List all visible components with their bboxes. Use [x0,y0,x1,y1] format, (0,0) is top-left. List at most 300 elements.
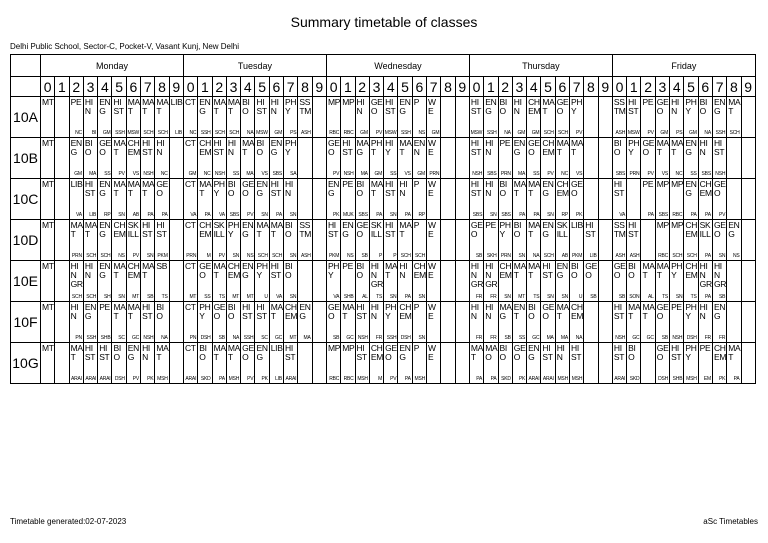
lesson-cell[interactable] [284,261,298,302]
lesson-cell[interactable] [398,343,412,384]
lesson-cell[interactable] [727,97,741,138]
lesson-cell[interactable] [612,343,626,384]
lesson-cell[interactable] [98,179,112,220]
lesson-cell[interactable] [312,261,326,302]
lesson-cell[interactable] [627,97,641,138]
lesson-cell[interactable] [555,302,569,343]
lesson-cell[interactable] [183,343,197,384]
lesson-cell[interactable] [569,179,583,220]
lesson-cell[interactable] [427,261,441,302]
lesson-cell[interactable] [641,220,655,261]
lesson-cell[interactable] [741,97,755,138]
lesson-cell[interactable] [355,302,369,343]
lesson-cell[interactable] [541,343,555,384]
lesson-cell[interactable] [69,343,83,384]
lesson-cell[interactable] [98,261,112,302]
lesson-cell[interactable] [569,220,583,261]
lesson-cell[interactable] [627,138,641,179]
lesson-cell[interactable] [469,343,483,384]
lesson-cell[interactable] [41,179,55,220]
lesson-cell[interactable] [69,138,83,179]
lesson-cell[interactable] [298,179,312,220]
lesson-cell[interactable] [512,97,526,138]
lesson-cell[interactable] [469,261,483,302]
lesson-cell[interactable] [427,179,441,220]
lesson-cell[interactable] [469,302,483,343]
lesson-cell[interactable] [698,261,712,302]
lesson-cell[interactable] [212,261,226,302]
lesson-cell[interactable] [369,138,383,179]
lesson-cell[interactable] [527,343,541,384]
lesson-cell[interactable] [169,343,183,384]
lesson-cell[interactable] [412,179,426,220]
lesson-cell[interactable] [627,343,641,384]
lesson-cell[interactable] [226,220,240,261]
lesson-cell[interactable] [455,179,469,220]
lesson-cell[interactable] [369,179,383,220]
lesson-cell[interactable] [284,220,298,261]
lesson-cell[interactable] [684,220,698,261]
lesson-cell[interactable] [598,343,612,384]
lesson-cell[interactable] [641,97,655,138]
lesson-cell[interactable] [355,343,369,384]
lesson-cell[interactable] [441,179,455,220]
lesson-cell[interactable] [355,138,369,179]
lesson-cell[interactable] [169,97,183,138]
lesson-cell[interactable] [484,179,498,220]
lesson-cell[interactable] [670,97,684,138]
lesson-cell[interactable] [398,220,412,261]
lesson-cell[interactable] [598,302,612,343]
lesson-cell[interactable] [484,138,498,179]
lesson-cell[interactable] [655,343,669,384]
lesson-cell[interactable] [226,343,240,384]
lesson-cell[interactable] [555,138,569,179]
lesson-cell[interactable] [569,138,583,179]
lesson-cell[interactable] [741,220,755,261]
lesson-cell[interactable] [455,138,469,179]
lesson-cell[interactable] [41,220,55,261]
lesson-cell[interactable] [655,220,669,261]
lesson-cell[interactable] [169,220,183,261]
lesson-cell[interactable] [584,220,598,261]
lesson-cell[interactable] [641,261,655,302]
lesson-cell[interactable] [212,302,226,343]
lesson-cell[interactable] [226,138,240,179]
lesson-cell[interactable] [355,261,369,302]
lesson-cell[interactable] [112,138,126,179]
lesson-cell[interactable] [712,343,726,384]
lesson-cell[interactable] [569,261,583,302]
lesson-cell[interactable] [183,138,197,179]
lesson-cell[interactable] [670,343,684,384]
lesson-cell[interactable] [69,97,83,138]
lesson-cell[interactable] [269,179,283,220]
lesson-cell[interactable] [555,343,569,384]
lesson-cell[interactable] [670,138,684,179]
lesson-cell[interactable] [612,261,626,302]
lesson-cell[interactable] [698,179,712,220]
lesson-cell[interactable] [727,220,741,261]
lesson-cell[interactable] [684,97,698,138]
lesson-cell[interactable] [83,343,97,384]
lesson-cell[interactable] [55,261,69,302]
lesson-cell[interactable] [155,97,169,138]
lesson-cell[interactable] [670,261,684,302]
lesson-cell[interactable] [183,302,197,343]
lesson-cell[interactable] [255,343,269,384]
lesson-cell[interactable] [183,97,197,138]
lesson-cell[interactable] [712,302,726,343]
lesson-cell[interactable] [698,220,712,261]
lesson-cell[interactable] [684,343,698,384]
lesson-cell[interactable] [141,343,155,384]
lesson-cell[interactable] [598,97,612,138]
lesson-cell[interactable] [555,179,569,220]
lesson-cell[interactable] [741,179,755,220]
lesson-cell[interactable] [41,261,55,302]
lesson-cell[interactable] [555,97,569,138]
lesson-cell[interactable] [341,138,355,179]
lesson-cell[interactable] [641,302,655,343]
lesson-cell[interactable] [198,179,212,220]
lesson-cell[interactable] [241,179,255,220]
lesson-cell[interactable] [341,343,355,384]
lesson-cell[interactable] [284,138,298,179]
lesson-cell[interactable] [255,179,269,220]
lesson-cell[interactable] [712,97,726,138]
lesson-cell[interactable] [112,97,126,138]
lesson-cell[interactable] [469,220,483,261]
lesson-cell[interactable] [427,138,441,179]
lesson-cell[interactable] [655,138,669,179]
lesson-cell[interactable] [269,302,283,343]
lesson-cell[interactable] [655,302,669,343]
lesson-cell[interactable] [384,97,398,138]
lesson-cell[interactable] [498,220,512,261]
lesson-cell[interactable] [98,220,112,261]
lesson-cell[interactable] [369,97,383,138]
lesson-cell[interactable] [369,343,383,384]
lesson-cell[interactable] [155,138,169,179]
lesson-cell[interactable] [226,97,240,138]
lesson-cell[interactable] [126,138,140,179]
lesson-cell[interactable] [698,97,712,138]
lesson-cell[interactable] [455,343,469,384]
lesson-cell[interactable] [241,261,255,302]
lesson-cell[interactable] [655,261,669,302]
lesson-cell[interactable] [212,220,226,261]
lesson-cell[interactable] [41,343,55,384]
lesson-cell[interactable] [527,302,541,343]
lesson-cell[interactable] [226,179,240,220]
lesson-cell[interactable] [312,302,326,343]
lesson-cell[interactable] [412,97,426,138]
lesson-cell[interactable] [141,220,155,261]
lesson-cell[interactable] [41,97,55,138]
lesson-cell[interactable] [398,97,412,138]
lesson-cell[interactable] [712,261,726,302]
lesson-cell[interactable] [198,302,212,343]
lesson-cell[interactable] [741,302,755,343]
lesson-cell[interactable] [598,138,612,179]
lesson-cell[interactable] [155,343,169,384]
lesson-cell[interactable] [126,220,140,261]
lesson-cell[interactable] [627,302,641,343]
lesson-cell[interactable] [712,220,726,261]
lesson-cell[interactable] [427,343,441,384]
lesson-cell[interactable] [584,138,598,179]
lesson-cell[interactable] [541,302,555,343]
lesson-cell[interactable] [369,220,383,261]
lesson-cell[interactable] [241,302,255,343]
lesson-cell[interactable] [241,138,255,179]
lesson-cell[interactable] [484,261,498,302]
lesson-cell[interactable] [83,179,97,220]
lesson-cell[interactable] [355,220,369,261]
lesson-cell[interactable] [126,261,140,302]
lesson-cell[interactable] [83,138,97,179]
lesson-cell[interactable] [498,97,512,138]
lesson-cell[interactable] [627,261,641,302]
lesson-cell[interactable] [241,97,255,138]
lesson-cell[interactable] [498,261,512,302]
lesson-cell[interactable] [384,179,398,220]
lesson-cell[interactable] [598,220,612,261]
lesson-cell[interactable] [441,302,455,343]
lesson-cell[interactable] [341,220,355,261]
lesson-cell[interactable] [555,220,569,261]
lesson-cell[interactable] [298,302,312,343]
lesson-cell[interactable] [312,138,326,179]
lesson-cell[interactable] [384,261,398,302]
lesson-cell[interactable] [298,138,312,179]
lesson-cell[interactable] [612,179,626,220]
lesson-cell[interactable] [698,138,712,179]
lesson-cell[interactable] [641,343,655,384]
lesson-cell[interactable] [498,302,512,343]
lesson-cell[interactable] [41,302,55,343]
lesson-cell[interactable] [198,138,212,179]
lesson-cell[interactable] [584,302,598,343]
lesson-cell[interactable] [684,261,698,302]
lesson-cell[interactable] [183,220,197,261]
lesson-cell[interactable] [384,220,398,261]
lesson-cell[interactable] [326,343,340,384]
lesson-cell[interactable] [169,302,183,343]
lesson-cell[interactable] [441,261,455,302]
lesson-cell[interactable] [169,261,183,302]
lesson-cell[interactable] [469,179,483,220]
lesson-cell[interactable] [55,138,69,179]
lesson-cell[interactable] [83,302,97,343]
lesson-cell[interactable] [712,179,726,220]
lesson-cell[interactable] [655,179,669,220]
lesson-cell[interactable] [455,261,469,302]
lesson-cell[interactable] [512,220,526,261]
lesson-cell[interactable] [598,179,612,220]
lesson-cell[interactable] [741,343,755,384]
lesson-cell[interactable] [727,261,741,302]
lesson-cell[interactable] [541,220,555,261]
lesson-cell[interactable] [83,261,97,302]
lesson-cell[interactable] [427,97,441,138]
lesson-cell[interactable] [126,97,140,138]
lesson-cell[interactable] [169,179,183,220]
lesson-cell[interactable] [384,138,398,179]
lesson-cell[interactable] [112,261,126,302]
lesson-cell[interactable] [112,220,126,261]
lesson-cell[interactable] [512,343,526,384]
lesson-cell[interactable] [255,220,269,261]
lesson-cell[interactable] [312,97,326,138]
lesson-cell[interactable] [484,97,498,138]
lesson-cell[interactable] [326,179,340,220]
lesson-cell[interactable] [541,97,555,138]
lesson-cell[interactable] [469,138,483,179]
lesson-cell[interactable] [312,220,326,261]
lesson-cell[interactable] [498,179,512,220]
lesson-cell[interactable] [126,343,140,384]
lesson-cell[interactable] [212,97,226,138]
lesson-cell[interactable] [212,179,226,220]
lesson-cell[interactable] [83,97,97,138]
lesson-cell[interactable] [55,179,69,220]
lesson-cell[interactable] [741,138,755,179]
lesson-cell[interactable] [412,261,426,302]
lesson-cell[interactable] [598,261,612,302]
lesson-cell[interactable] [627,220,641,261]
lesson-cell[interactable] [727,302,741,343]
lesson-cell[interactable] [98,97,112,138]
lesson-cell[interactable] [441,97,455,138]
lesson-cell[interactable] [155,302,169,343]
lesson-cell[interactable] [384,302,398,343]
lesson-cell[interactable] [183,261,197,302]
lesson-cell[interactable] [341,97,355,138]
lesson-cell[interactable] [69,261,83,302]
lesson-cell[interactable] [541,261,555,302]
lesson-cell[interactable] [698,302,712,343]
lesson-cell[interactable] [212,343,226,384]
lesson-cell[interactable] [484,220,498,261]
lesson-cell[interactable] [612,138,626,179]
lesson-cell[interactable] [183,179,197,220]
lesson-cell[interactable] [355,97,369,138]
lesson-cell[interactable] [284,302,298,343]
lesson-cell[interactable] [612,220,626,261]
lesson-cell[interactable] [641,179,655,220]
lesson-cell[interactable] [641,138,655,179]
lesson-cell[interactable] [627,179,641,220]
lesson-cell[interactable] [684,302,698,343]
lesson-cell[interactable] [655,97,669,138]
lesson-cell[interactable] [241,220,255,261]
lesson-cell[interactable] [98,343,112,384]
lesson-cell[interactable] [484,302,498,343]
lesson-cell[interactable] [398,302,412,343]
lesson-cell[interactable] [341,179,355,220]
lesson-cell[interactable] [498,343,512,384]
lesson-cell[interactable] [69,302,83,343]
lesson-cell[interactable] [112,179,126,220]
lesson-cell[interactable] [555,261,569,302]
lesson-cell[interactable] [427,302,441,343]
lesson-cell[interactable] [512,302,526,343]
lesson-cell[interactable] [212,138,226,179]
lesson-cell[interactable] [326,138,340,179]
lesson-cell[interactable] [541,138,555,179]
lesson-cell[interactable] [98,138,112,179]
lesson-cell[interactable] [412,220,426,261]
lesson-cell[interactable] [55,220,69,261]
lesson-cell[interactable] [298,261,312,302]
lesson-cell[interactable] [569,343,583,384]
lesson-cell[interactable] [255,261,269,302]
lesson-cell[interactable] [670,302,684,343]
lesson-cell[interactable] [612,97,626,138]
lesson-cell[interactable] [169,138,183,179]
lesson-cell[interactable] [126,179,140,220]
lesson-cell[interactable] [298,343,312,384]
lesson-cell[interactable] [155,220,169,261]
lesson-cell[interactable] [284,343,298,384]
lesson-cell[interactable] [284,97,298,138]
lesson-cell[interactable] [55,97,69,138]
lesson-cell[interactable] [98,302,112,343]
lesson-cell[interactable] [484,343,498,384]
lesson-cell[interactable] [141,138,155,179]
lesson-cell[interactable] [255,302,269,343]
lesson-cell[interactable] [255,97,269,138]
lesson-cell[interactable] [312,343,326,384]
lesson-cell[interactable] [155,179,169,220]
lesson-cell[interactable] [612,302,626,343]
lesson-cell[interactable] [584,261,598,302]
lesson-cell[interactable] [69,220,83,261]
lesson-cell[interactable] [584,179,598,220]
lesson-cell[interactable] [369,261,383,302]
lesson-cell[interactable] [226,261,240,302]
lesson-cell[interactable] [269,220,283,261]
lesson-cell[interactable] [198,343,212,384]
lesson-cell[interactable] [269,97,283,138]
lesson-cell[interactable] [326,302,340,343]
lesson-cell[interactable] [670,179,684,220]
lesson-cell[interactable] [498,138,512,179]
lesson-cell[interactable] [512,138,526,179]
lesson-cell[interactable] [69,179,83,220]
lesson-cell[interactable] [412,343,426,384]
lesson-cell[interactable] [284,179,298,220]
lesson-cell[interactable] [141,302,155,343]
lesson-cell[interactable] [712,138,726,179]
lesson-cell[interactable] [455,220,469,261]
lesson-cell[interactable] [398,261,412,302]
lesson-cell[interactable] [269,261,283,302]
lesson-cell[interactable] [126,302,140,343]
lesson-cell[interactable] [727,343,741,384]
lesson-cell[interactable] [441,138,455,179]
lesson-cell[interactable] [527,179,541,220]
lesson-cell[interactable] [569,97,583,138]
lesson-cell[interactable] [684,138,698,179]
lesson-cell[interactable] [141,179,155,220]
lesson-cell[interactable] [527,220,541,261]
lesson-cell[interactable] [412,302,426,343]
lesson-cell[interactable] [527,261,541,302]
lesson-cell[interactable] [398,179,412,220]
